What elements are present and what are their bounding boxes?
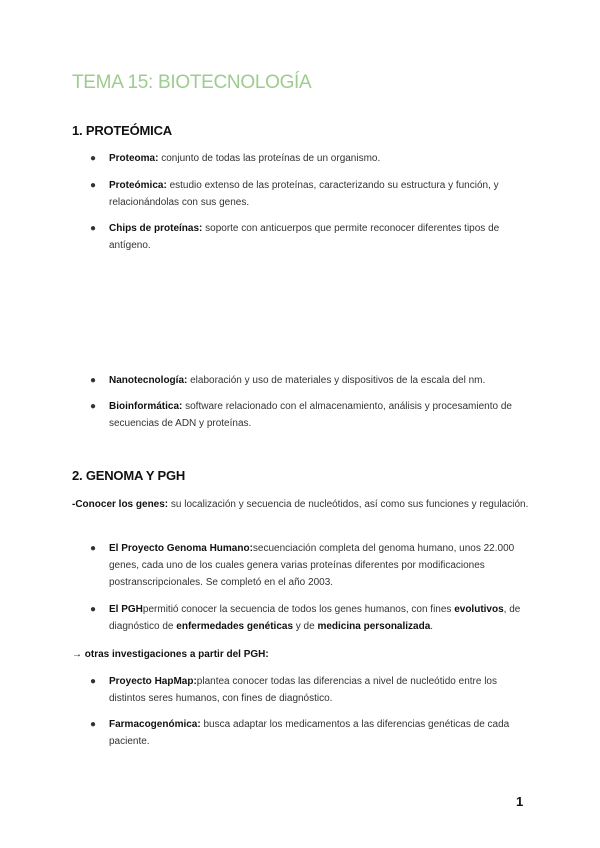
definition: estudio extenso de las proteínas, caracterizando su estructura y función, y relacionándolas con sus genes. xyxy=(109,180,499,208)
definition: busca adaptar los medicamentos a las diferencias genéticas de cada paciente. xyxy=(109,719,510,747)
term: Proteómica: xyxy=(109,180,167,191)
bold-text: evolutivos xyxy=(454,604,504,615)
text: . xyxy=(430,621,434,632)
bullet-icon: ● xyxy=(90,375,97,386)
page-number: 1 xyxy=(516,794,524,809)
subheading: → otras investigaciones a partir del PGH: xyxy=(72,649,269,660)
bullet-icon: ● xyxy=(90,719,97,730)
term: Nanotecnología: xyxy=(109,375,188,386)
other-investigations-heading xyxy=(72,646,532,663)
bullet-icon: ● xyxy=(90,604,97,615)
term: Chips de proteínas: xyxy=(109,223,203,234)
term: -Conocer los genes: xyxy=(72,499,169,510)
bold-text: medicina personalizada xyxy=(317,621,431,632)
document-title: TEMA 15: BIOTECNOLOGÍA xyxy=(72,72,312,93)
text: , de diagnóstico de xyxy=(109,604,521,632)
term: El PGH xyxy=(109,604,143,615)
section-heading-proteomica: 1. PROTEÓMICA xyxy=(72,123,172,138)
bullet-icon: ● xyxy=(90,153,97,164)
bullet-icon: ● xyxy=(90,223,97,234)
term: Proteoma: xyxy=(109,153,159,164)
definition: soporte con anticuerpos que permite reconocer diferentes tipos de antígeno. xyxy=(109,223,500,251)
term: Bioinformática: xyxy=(109,401,183,412)
definition: plantea conocer todas las diferencias a nivel de nucleótido entre los distintos seres humanos, con fines de diagnóstico. xyxy=(109,676,497,704)
term: El Proyecto Genoma Humano: xyxy=(109,543,253,554)
bullet-icon: ● xyxy=(90,401,97,412)
term: Farmacogenómica: xyxy=(109,719,201,730)
intro-paragraph xyxy=(72,496,532,513)
definition: software relacionado con el almacenamiento, análisis y procesamiento de secuencias de ADN y proteínas. xyxy=(109,401,512,429)
definition: elaboración y uso de materiales y dispositivos de la escala del nm. xyxy=(187,375,486,386)
bullet-icon: ● xyxy=(90,676,97,687)
section-heading-genoma-pgh: 2. GENOMA Y PGH xyxy=(72,468,186,483)
definition: su localización y secuencia de nucleótidos, así como sus funciones y regulación. xyxy=(168,499,529,510)
term: Proyecto HapMap: xyxy=(109,676,197,687)
bullet-icon: ● xyxy=(90,180,97,191)
bullet-icon: ● xyxy=(90,543,97,554)
definition: conjunto de todas las proteínas de un organismo. xyxy=(158,153,381,164)
text: permitió conocer la secuencia de todos los genes humanos, con fines xyxy=(142,604,455,615)
definition: secuenciación completa del genoma humano, unos 22.000 genes, cada uno de los cuales genera varias proteínas diferentes por modificaciones postranscripcionales. Se completó en el año 2003. xyxy=(109,543,515,588)
text: y de xyxy=(293,621,318,632)
bold-text: enfermedades genéticas xyxy=(176,621,293,632)
